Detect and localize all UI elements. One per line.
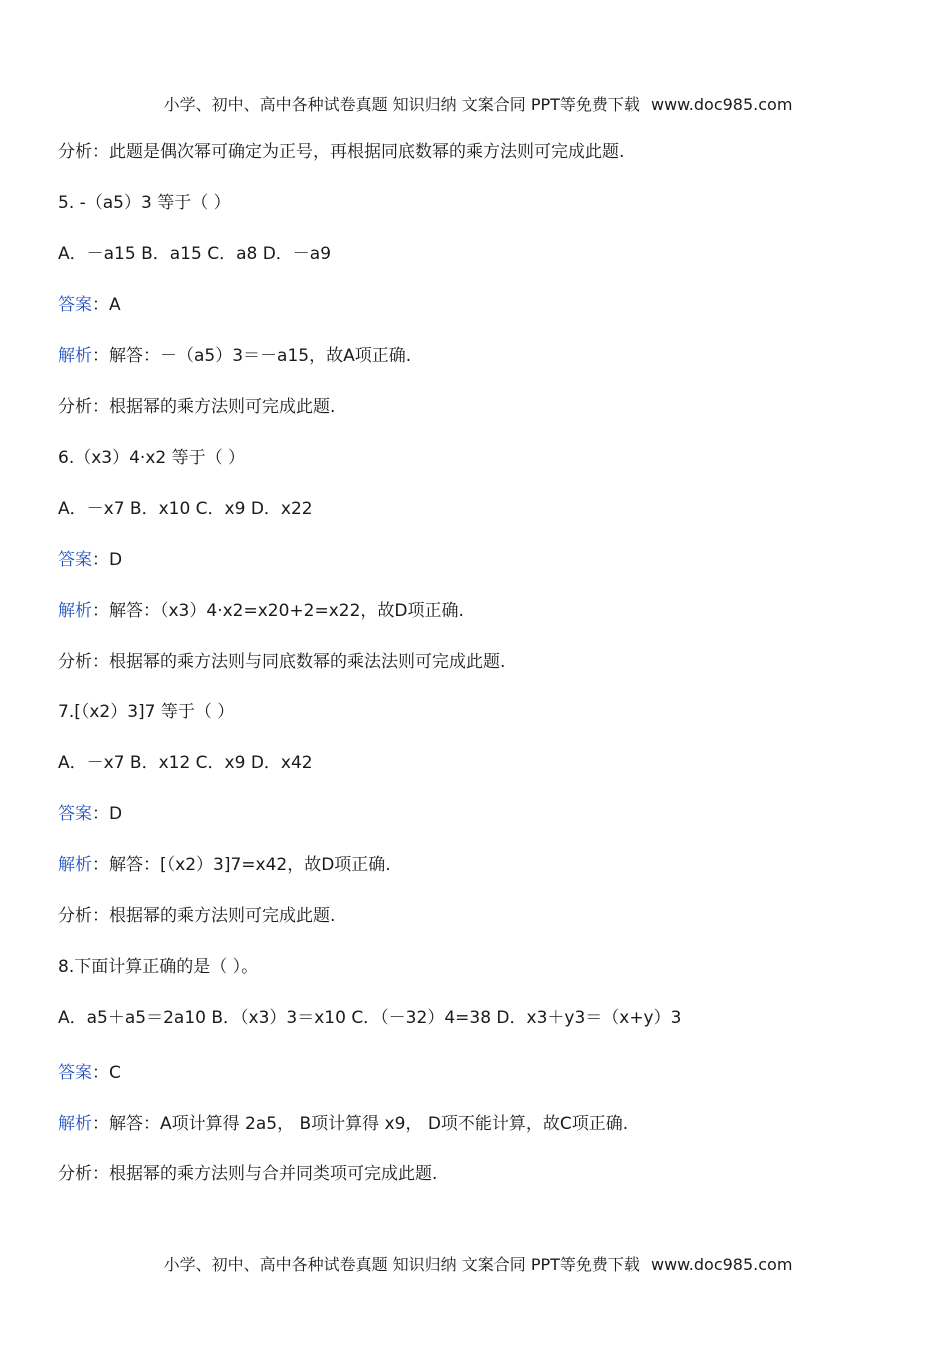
header-site: www.doc985.com (651, 95, 793, 114)
question-5-options: A．－a15 B．a15 C．a8 D．－a9 (58, 244, 332, 264)
question-7-explain: 解析：解答：[（x2）3]7=x42，故D项正确. (58, 855, 391, 875)
question-7-options: A．－x7 B．x12 C．x9 D．x42 (58, 753, 313, 773)
page-header (0, 92, 950, 115)
footer-text: 小学、初中、高中各种试卷真题 知识归纳 文案合同 PPT等免费下载 (163, 1255, 640, 1274)
question-5-explain: 解析：解答：－（a5）3＝－a15，故A项正确. (58, 346, 412, 366)
question-8-analysis: 分析：根据幂的乘方法则与合并同类项可完成此题. (58, 1164, 438, 1184)
question-6-answer: 答案：D (58, 550, 123, 570)
question-8-explain: 解析：解答：A项计算得 2a5， B项计算得 x9， D项不能计算，故C项正确. (58, 1114, 629, 1134)
question-7-answer: 答案：D (58, 804, 123, 824)
page-footer (0, 1252, 950, 1275)
footer-site: www.doc985.com (651, 1255, 793, 1274)
analysis-line-0: 分析：此题是偶次幂可确定为正号，再根据同底数幂的乘方法则可完成此题. (58, 142, 625, 162)
question-5-stem: 5. -（a5）3 等于（ ） (58, 193, 231, 213)
question-5-analysis: 分析：根据幂的乘方法则可完成此题. (58, 397, 336, 417)
question-6-explain: 解析：解答：（x3）4·x2=x20+2=x22，故D项正确. (58, 601, 464, 621)
question-5-answer: 答案：A (58, 295, 121, 315)
question-6-analysis: 分析：根据幂的乘方法则与同底数幂的乘法法则可完成此题. (58, 652, 506, 672)
question-8-options: A．a5＋a5＝2a10 B．（x3）3＝x10 C．（－32）4=38 D．x3＋y3＝（x+y）3 (58, 1008, 682, 1028)
header-text: 小学、初中、高中各种试卷真题 知识归纳 文案合同 PPT等免费下载 (163, 95, 640, 114)
question-6-stem: 6.（x3）4·x2 等于（ ） (58, 448, 245, 468)
question-7-analysis: 分析：根据幂的乘方法则可完成此题. (58, 906, 336, 926)
question-7-stem: 7.[（x2）3]7 等于（ ） (58, 702, 235, 722)
question-8-stem: 8.下面计算正确的是（ ）。 (58, 957, 259, 977)
question-8-answer: 答案：C (58, 1063, 121, 1083)
question-6-options: A．－x7 B．x10 C．x9 D．x22 (58, 499, 313, 519)
